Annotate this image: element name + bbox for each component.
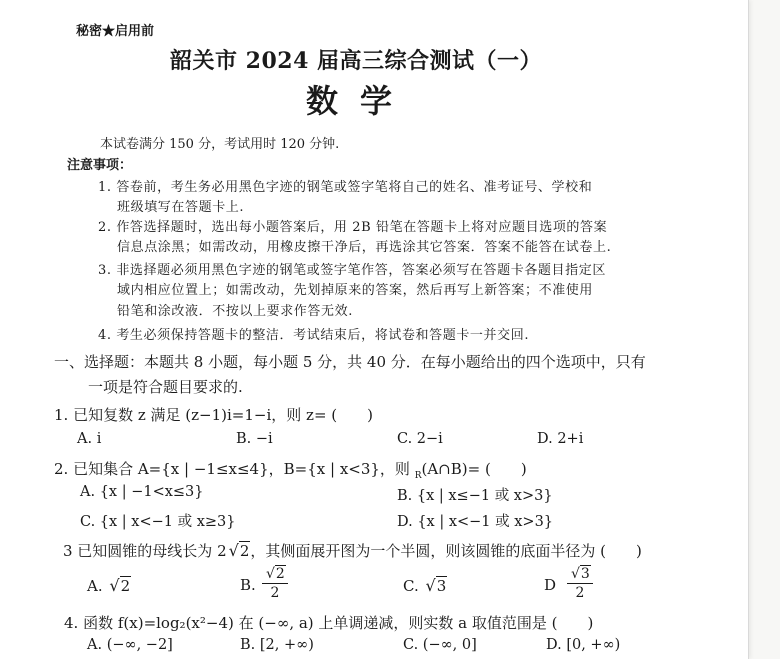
question-4-option-a: A. (−∞, −2] — [87, 637, 173, 653]
question-3-option-d-radicand: 3 — [580, 566, 590, 582]
question-4-option-d: D. [0, +∞) — [546, 637, 621, 653]
question-2-option-a: A. {x | −1<x≤3} — [80, 484, 204, 500]
sqrt-symbol: √2 — [266, 566, 285, 582]
question-3-stem-radicand: 2 — [239, 542, 250, 560]
sqrt-symbol: √3 — [571, 566, 590, 582]
notice-line: 1. 答卷前，考生务必用黑色字迹的钢笔或签字笔将自己的姓名、准考证号、学校和 — [98, 180, 593, 195]
question-3-option-a-radicand: 2 — [120, 577, 131, 595]
question-3-option-a-letter: A. — [87, 577, 103, 595]
question-3-option-c — [403, 576, 447, 595]
exam-intro: 本试卷满分 150 分，考试用时 120 分钟. — [100, 137, 340, 152]
notice-line: 域内相应位置上；如需改动，先划掉原来的答案，然后再写上新答案；不准使用 — [117, 283, 594, 298]
question-3-option-d-denominator: 2 — [575, 585, 585, 601]
notice-line: 3. 非选择题必须用黑色字迹的钢笔或签字笔作答，答案必须写在答题卡各题目指定区 — [98, 263, 606, 278]
subject-title: 数学 — [306, 82, 415, 120]
question-1-option-b: B. −i — [236, 431, 273, 447]
exam-title: 韶关市 2024 届高三综合测试（一） — [170, 48, 543, 74]
notice-line: 信息点涂黑；如需改动，用橡皮擦干净后，再选涂其它答案．答案不能答在试卷上. — [117, 240, 612, 255]
question-3-option-b-fraction — [262, 566, 288, 601]
question-4-stem: 4. 函数 f(x)=log₂(x²−4) 在 (−∞, a) 上单调递减，则实数 a 取值范围是 ( ) — [64, 614, 594, 632]
question-3-option-b-letter: B. — [240, 576, 256, 594]
question-1-stem: 1. 已知复数 z 满足 (z−1)i=1−i，则 z= ( ) — [54, 406, 373, 424]
question-2-stem-text: 2. 已知集合 A={x | −1≤x≤4}，B={x | x<3}，则 — [54, 460, 415, 478]
sqrt-symbol: √2 — [109, 576, 131, 595]
notice-line: 铅笔和涂改液．不按以上要求作答无效. — [117, 304, 353, 319]
notice-line: 4. 考生必须保持答题卡的整洁．考试结束后，将试卷和答题卡一并交回. — [98, 328, 530, 343]
question-2-stem-tail: (A∩B)= ( ) — [421, 460, 527, 478]
question-3-option-a — [87, 576, 131, 595]
question-3-stem-pre: 3 已知圆锥的母线长为 2 — [63, 542, 227, 560]
question-3-option-d-letter: D — [544, 576, 557, 594]
question-4-option-b: B. [2, +∞) — [240, 637, 314, 653]
sqrt-symbol: √3 — [425, 576, 447, 595]
question-4-option-c: C. (−∞, 0] — [403, 637, 477, 653]
question-3-option-b-radicand: 2 — [275, 566, 285, 582]
section-heading: 一、选择题：本题共 8 小题，每小题 5 分，共 40 分．在每小题给出的四个选项中，只有 — [54, 353, 646, 371]
question-3-option-c-letter: C. — [403, 577, 419, 595]
section-heading-cont: 一项是符合题目要求的. — [88, 378, 243, 396]
question-2-stem — [54, 458, 527, 481]
secret-label: 秘密★启用前 — [76, 24, 155, 39]
question-2-option-b: B. {x | x≤−1 或 x>3} — [397, 488, 553, 504]
question-2-option-c: C. {x | x<−1 或 x≥3} — [80, 514, 236, 530]
question-3-stem — [63, 540, 642, 561]
notice-line: 班级填写在答题卡上. — [117, 200, 245, 215]
question-1-option-c: C. 2−i — [397, 431, 443, 447]
notice-heading: 注意事项： — [67, 158, 133, 173]
sqrt-symbol: √2 — [228, 541, 250, 560]
question-3-option-c-radicand: 3 — [436, 577, 447, 595]
question-1-option-a: A. i — [77, 431, 102, 447]
question-1-option-d: D. 2+i — [537, 431, 584, 447]
question-2-complement-subscript: R — [414, 471, 422, 481]
notice-line: 2. 作答选择题时，选出每小题答案后，用 2B 铅笔在答题卡上将对应题目选项的答案 — [98, 220, 608, 235]
question-3-option-b-denominator: 2 — [270, 585, 280, 601]
question-2-option-d: D. {x | x<−1 或 x>3} — [397, 514, 554, 530]
question-3-stem-post: ，其侧面展开图为一个半圆，则该圆锥的底面半径为 ( ) — [250, 542, 642, 560]
question-3-option-d-fraction — [567, 566, 593, 601]
